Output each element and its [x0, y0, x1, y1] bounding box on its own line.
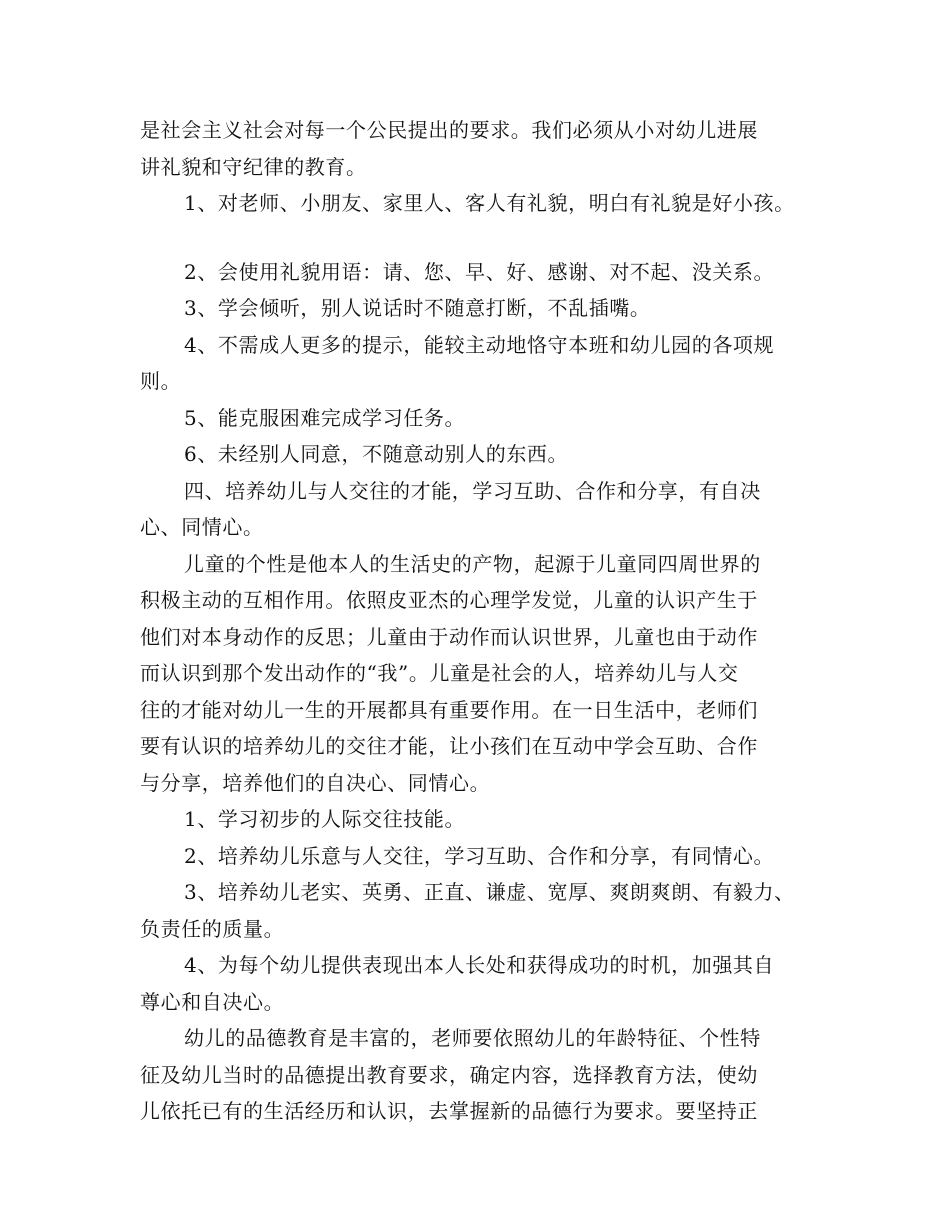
paragraph-line: 积极主动的互相作用。依照皮亚杰的心理学发觉，儿童的认识产生于 — [140, 588, 758, 612]
paragraph-line: 他们对本身动作的反思；儿童由于动作而认识世界，儿童也由于动作 — [140, 624, 758, 649]
paragraph-line: 要有认识的培养幼儿的交往才能，让小孩们在互动中学会互助、合作 — [140, 734, 758, 758]
text-line: 讲礼貌和守纪律的教育。 — [140, 154, 367, 179]
list-item: 4、不需成人更多的提示，能较主动地恪守本班和幼儿园的各项规 — [184, 332, 775, 357]
list-item: 3、学会倾听，别人说话时不随意打断，不乱插嘴。 — [184, 296, 651, 320]
text-line: 尊心和自决心。 — [140, 989, 285, 1014]
paragraph-line: 儿童的个性是他本人的生活史的产物，起源于儿童同四周世界的 — [184, 551, 761, 576]
list-item: 5、能克服困难完成学习任务。 — [184, 405, 466, 430]
blank-gap — [140, 222, 820, 254]
document-page — [140, 112, 820, 1130]
text-line: 则。 — [140, 369, 182, 393]
paragraph-line: 征及幼儿当时的品德提出教育要求，确定内容，选择教育方法，使幼 — [140, 1062, 758, 1087]
list-item: 4、为每个幼儿提供表现出本人长处和获得成功的时机，加强其自 — [184, 953, 775, 977]
paragraph-line: 幼儿的品德教育是丰富的，老师要依照幼儿的年龄特征、个性特 — [184, 1026, 761, 1050]
list-item: 2、会使用礼貌用语：请、您、早、好、感谢、对不起、没关系。 — [184, 259, 775, 284]
text-line: 负责任的质量。 — [140, 916, 285, 941]
list-item: 1、学习初步的人际交往技能。 — [184, 807, 466, 831]
paragraph-line: 儿依托已有的生活经历和认识，去掌握新的品德行为要求。要坚持正 — [140, 1099, 758, 1123]
paragraph-line: 而认识到那个发出动作的“我”。儿童是社会的人，培养幼儿与人交 — [140, 661, 739, 685]
text-line: 是社会主义社会对每一个公民提出的要求。我们必须从小对幼儿进展 — [140, 118, 758, 142]
list-item: 6、未经别人同意，不随意动别人的东西。 — [184, 442, 569, 466]
list-item: 3、培养幼儿老实、英勇、正直、谦虚、宽厚、爽朗爽朗、有毅力、 — [184, 880, 795, 904]
list-item: 2、培养幼儿乐意与人交往，学习互助、合作和分享，有同情心。 — [184, 843, 775, 868]
section-heading: 四、培养幼儿与人交往的才能，学习互助、合作和分享，有自决 — [184, 478, 761, 503]
paragraph-line: 往的才能对幼儿一生的开展都具有重要作用。在一日生活中，老师们 — [140, 697, 758, 722]
list-item: 1、对老师、小朋友、家里人、客人有礼貌，明白有礼貌是好小孩。 — [184, 191, 795, 215]
paragraph-line: 与分享，培养他们的自决心、同情心。 — [140, 770, 491, 795]
text-line: 心、同情心。 — [140, 515, 264, 539]
